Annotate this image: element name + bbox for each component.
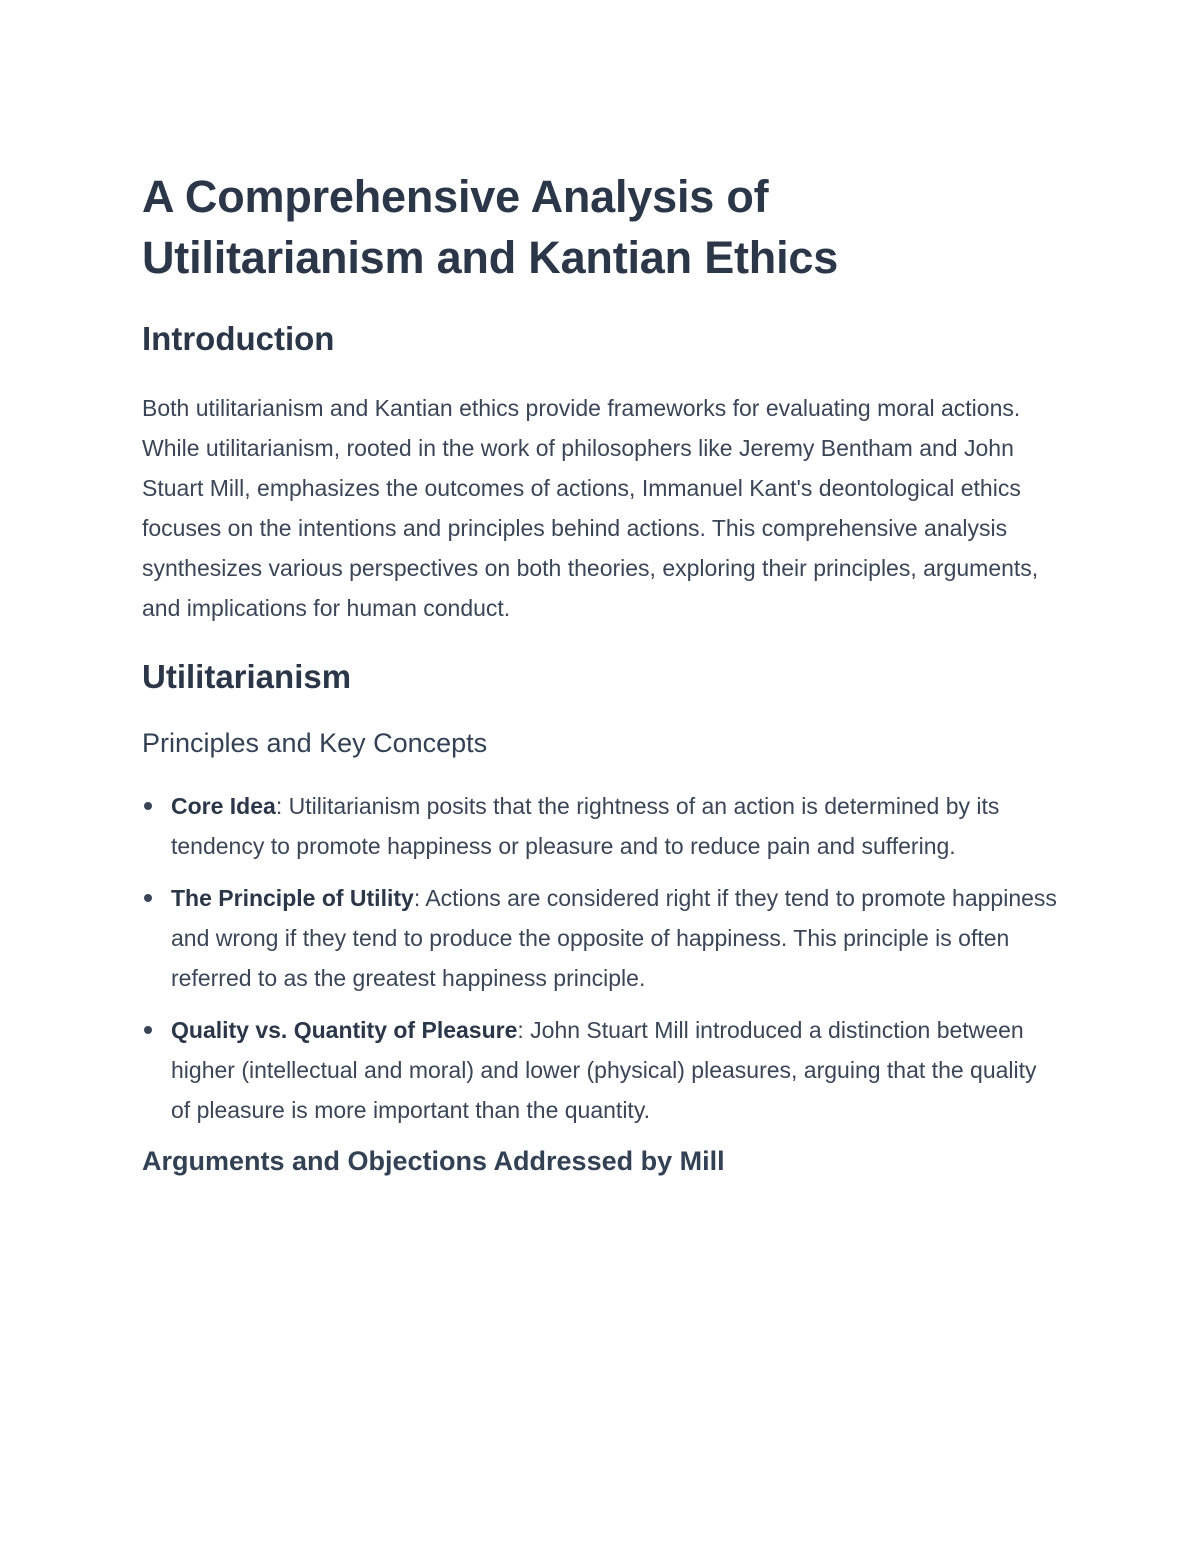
document-title: A Comprehensive Analysis of Utilitarianism and Kantian Ethics <box>142 171 839 283</box>
bullet-icon <box>144 802 152 810</box>
bullet-icon <box>144 1026 152 1034</box>
list-item <box>142 786 1060 866</box>
bullet-text: : John Stuart Mill introduced a distinction between higher (intellectual and moral) and lower (physical) pleasures, arguing that the quality of pleasure is more important than the quantity. <box>171 1017 1037 1123</box>
list-item <box>142 878 1060 998</box>
bullet-term: Quality vs. Quantity of Pleasure <box>171 1017 518 1043</box>
principles-list <box>142 786 1060 1130</box>
arguments-heading: Arguments and Objections Addressed by Mill <box>142 1146 725 1176</box>
introduction-heading: Introduction <box>142 320 335 357</box>
introduction-paragraph: Both utilitarianism and Kantian ethics provide frameworks for evaluating moral actions. While utilitarianism, rooted in the work of philosophers like Jeremy Bentham and John Stuart Mill, emphasizes the outcomes of actions, Immanuel Kant's deontological ethics focuses on the intentions and principles behind actions. This comprehensive analysis synthesizes various perspectives on both theories, exploring their principles, arguments, and implications for human conduct. <box>142 395 1039 621</box>
bullet-text: : Actions are considered right if they tend to promote happiness and wrong if they tend to produce the opposite of happiness. This principle is often referred to as the greatest happiness principle. <box>171 885 1057 991</box>
list-item <box>142 1010 1060 1130</box>
principles-heading: Principles and Key Concepts <box>142 728 488 758</box>
bullet-icon <box>144 894 152 902</box>
bullet-text: : Utilitarianism posits that the rightness of an action is determined by its tendency to promote happiness or pleasure and to reduce pain and suffering. <box>171 793 1000 859</box>
bullet-term: Core Idea <box>171 793 276 819</box>
utilitarianism-heading: Utilitarianism <box>142 658 352 695</box>
bullet-term: The Principle of Utility <box>171 885 414 911</box>
